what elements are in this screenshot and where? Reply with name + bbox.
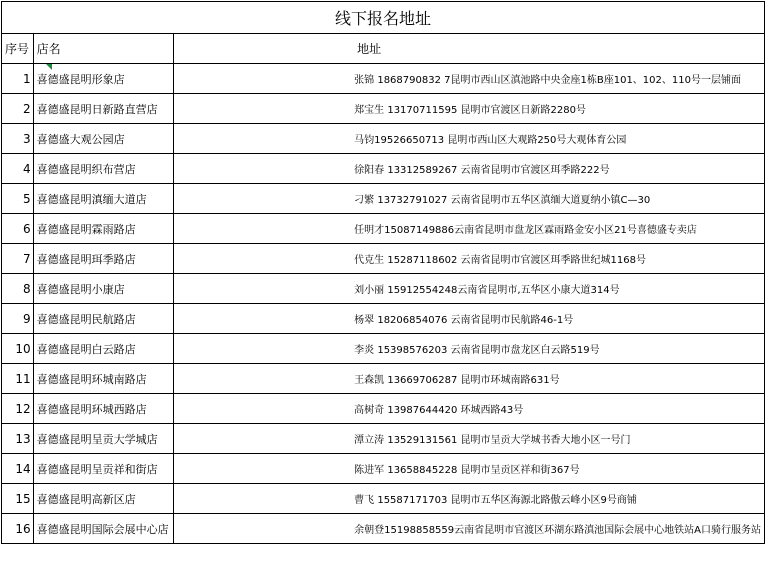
store-name-cell[interactable]: 喜德盛昆明霖雨路店 xyxy=(33,214,174,244)
table-row xyxy=(2,334,765,364)
address-cell[interactable]: 任明才15087149886云南省昆明市盘龙区霖雨路金安小区21号喜德盛专卖店 xyxy=(174,214,765,244)
table-row xyxy=(2,244,765,274)
store-name-cell[interactable]: 喜德盛昆明环城南路店 xyxy=(33,364,174,394)
address-cell[interactable]: 郑宝生 13170711595 昆明市官渡区日新路2280号 xyxy=(174,94,765,124)
registration-table xyxy=(1,1,765,544)
table-row xyxy=(2,364,765,394)
address-cell[interactable]: 徐阳春 13312589267 云南省昆明市官渡区珥季路222号 xyxy=(174,154,765,184)
row-index-cell[interactable]: 4 xyxy=(2,154,34,184)
row-index-cell[interactable]: 10 xyxy=(2,334,34,364)
table-row xyxy=(2,304,765,334)
row-index-cell[interactable]: 11 xyxy=(2,364,34,394)
table-row xyxy=(2,484,765,514)
address-cell[interactable]: 刘小丽 15912554248云南省昆明市,五华区小康大道314号 xyxy=(174,274,765,304)
sheet-title[interactable]: 线下报名地址 xyxy=(2,2,765,34)
address-cell[interactable]: 余朝登15198858559云南省昆明市官渡区环湖东路滇池国际会展中心地铁站A口骑行服务站 xyxy=(174,514,765,544)
store-name-cell[interactable]: 喜德盛昆明滇缅大道店 xyxy=(33,184,174,214)
store-name-cell[interactable]: 喜德盛昆明织布营店 xyxy=(33,154,174,184)
store-name-cell[interactable]: 喜德盛昆明国际会展中心店 xyxy=(33,514,174,544)
table-row xyxy=(2,94,765,124)
row-index-cell[interactable]: 7 xyxy=(2,244,34,274)
store-name-cell[interactable]: 喜德盛大观公园店 xyxy=(33,124,174,154)
address-cell[interactable]: 高树奇 13987644420 环城西路43号 xyxy=(174,394,765,424)
table-row xyxy=(2,154,765,184)
store-name-cell[interactable]: 喜德盛昆明小康店 xyxy=(33,274,174,304)
store-name-cell[interactable]: 喜德盛昆明日新路直营店 xyxy=(33,94,174,124)
store-name-cell[interactable]: 喜德盛昆明高新区店 xyxy=(33,484,174,514)
address-cell[interactable]: 陈进军 13658845228 昆明市呈贡区祥和街367号 xyxy=(174,454,765,484)
table-row xyxy=(2,124,765,154)
address-cell[interactable]: 马钧19526650713 昆明市西山区大观路250号大观体育公园 xyxy=(174,124,765,154)
store-name-cell[interactable]: 喜德盛昆明珥季路店 xyxy=(33,244,174,274)
address-cell[interactable]: 刁繁 13732791027 云南省昆明市五华区滇缅大道夏纳小镇C—30 xyxy=(174,184,765,214)
header-index[interactable]: 序号 xyxy=(2,34,34,64)
row-index-cell[interactable]: 16 xyxy=(2,514,34,544)
table-row xyxy=(2,424,765,454)
table-row xyxy=(2,394,765,424)
address-cell[interactable]: 潭立涛 13529131561 昆明市呈贡大学城书香大地小区一号门 xyxy=(174,424,765,454)
table-row xyxy=(2,184,765,214)
store-name-cell[interactable]: 喜德盛昆明白云路店 xyxy=(33,334,174,364)
table-row xyxy=(2,514,765,544)
table-row xyxy=(2,64,765,94)
table-row xyxy=(2,454,765,484)
address-cell[interactable]: 曹飞 15587171703 昆明市五华区海源北路傲云峰小区9号商铺 xyxy=(174,484,765,514)
row-index-cell[interactable]: 3 xyxy=(2,124,34,154)
header-address[interactable]: 地址 xyxy=(174,34,765,64)
row-index-cell[interactable]: 13 xyxy=(2,424,34,454)
row-index-cell[interactable]: 5 xyxy=(2,184,34,214)
row-index-cell[interactable]: 6 xyxy=(2,214,34,244)
store-name-cell[interactable]: 喜德盛昆明民航路店 xyxy=(33,304,174,334)
store-name-cell[interactable]: 喜德盛昆明呈贡大学城店 xyxy=(33,424,174,454)
store-name-cell[interactable]: 喜德盛昆明形象店 xyxy=(33,64,174,94)
row-index-cell[interactable]: 1 xyxy=(2,64,34,94)
address-cell[interactable]: 王森凯 13669706287 昆明市环城南路631号 xyxy=(174,364,765,394)
row-index-cell[interactable]: 2 xyxy=(2,94,34,124)
address-cell[interactable]: 杨翠 18206854076 云南省昆明市民航路46-1号 xyxy=(174,304,765,334)
table-row xyxy=(2,274,765,304)
table-row xyxy=(2,214,765,244)
address-cell[interactable]: 张锦 1868790832 7昆明市西山区滇池路中央金座1栋B座101、102、110号一层铺面 xyxy=(174,64,765,94)
row-index-cell[interactable]: 9 xyxy=(2,304,34,334)
address-cell[interactable]: 代克生 15287118602 云南省昆明市官渡区珥季路世纪城1168号 xyxy=(174,244,765,274)
row-index-cell[interactable]: 14 xyxy=(2,454,34,484)
store-name-cell[interactable]: 喜德盛昆明环城西路店 xyxy=(33,394,174,424)
row-index-cell[interactable]: 8 xyxy=(2,274,34,304)
header-store[interactable]: 店名 xyxy=(33,34,174,64)
address-cell[interactable]: 李炎 15398576203 云南省昆明市盘龙区白云路519号 xyxy=(174,334,765,364)
store-name-cell[interactable]: 喜德盛昆明呈贡祥和街店 xyxy=(33,454,174,484)
row-index-cell[interactable]: 15 xyxy=(2,484,34,514)
row-index-cell[interactable]: 12 xyxy=(2,394,34,424)
cell-comment-marker xyxy=(46,64,52,70)
